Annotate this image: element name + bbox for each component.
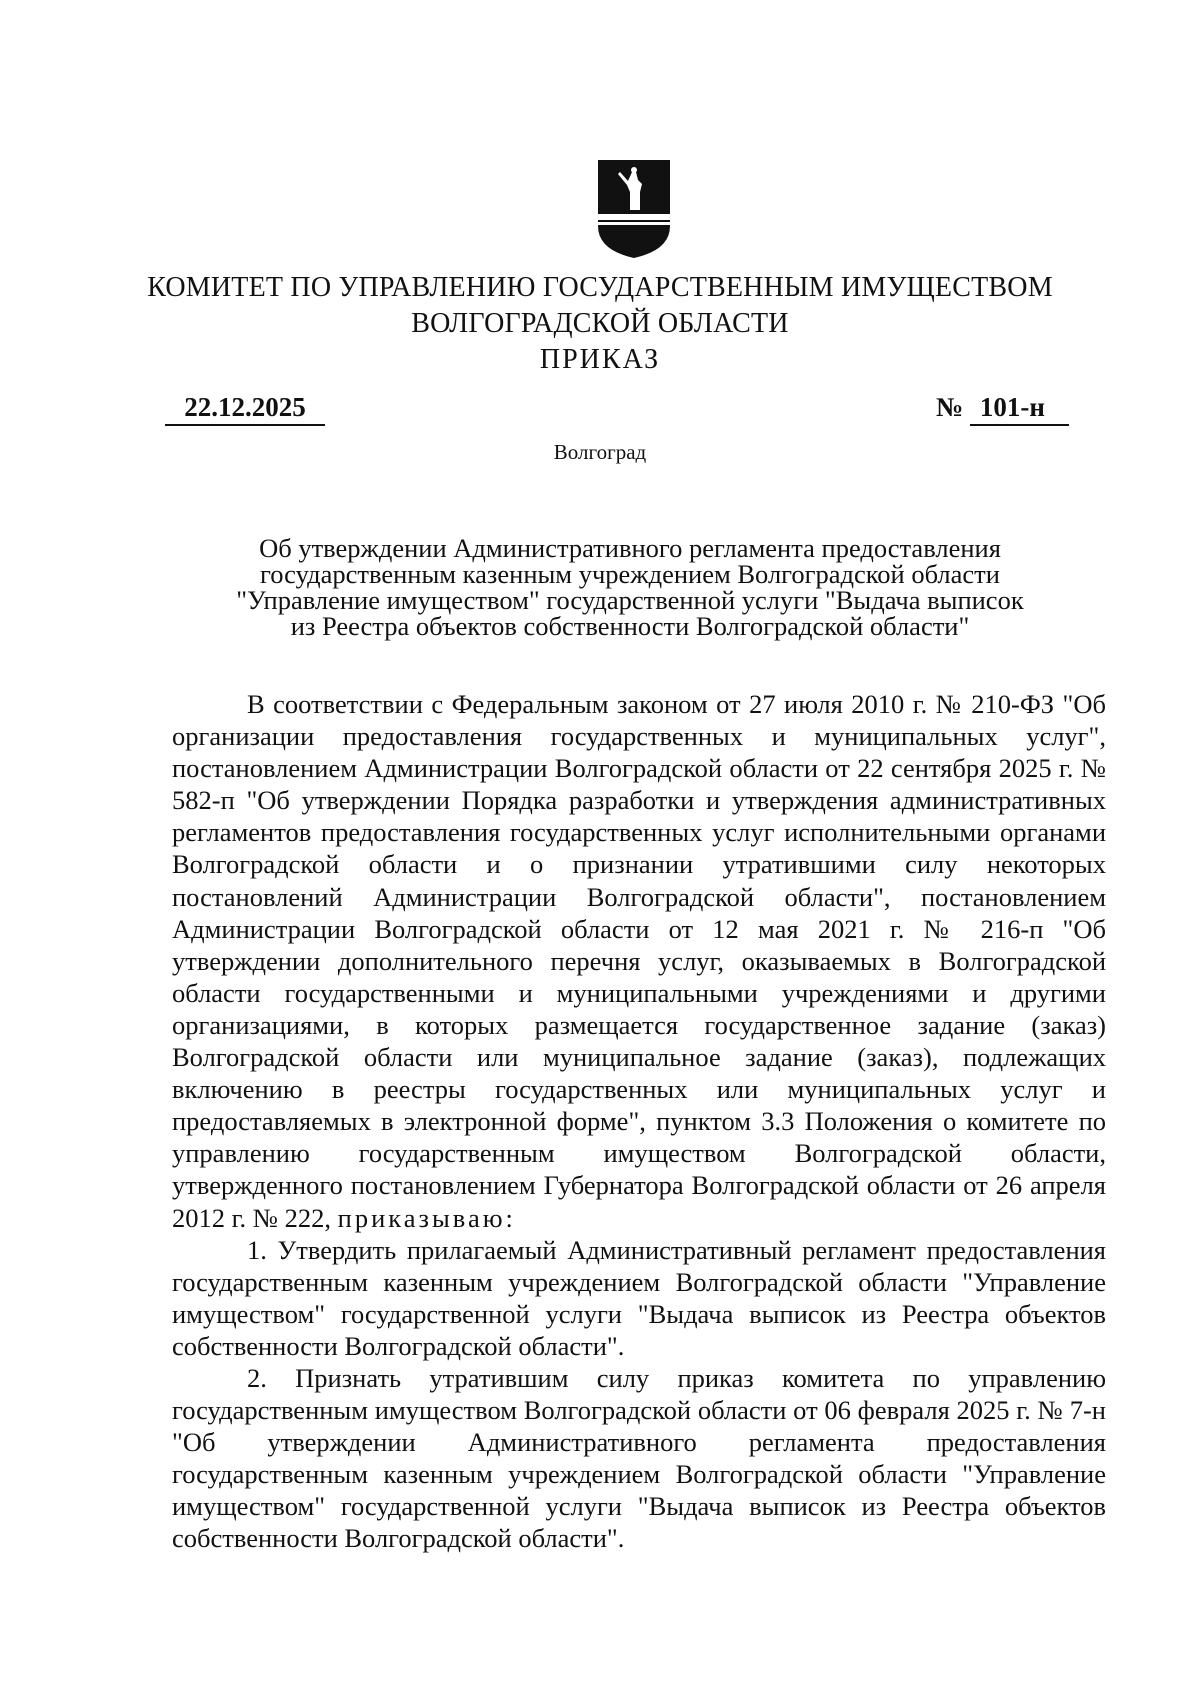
preamble-text: В соответствии с Федеральным законом от 27 июля 2010 г. № 210-ФЗ "Об организации предоставления государственных и муниципальных услуг", постановлением Администрации Волгоградской области от 22 сентября 2025 г. № 582-п "Об утверждении Порядка разработки и утверждения административных регламентов предоставления государственных услуг исполнительными органами Волгоградской области и о признании утратившими силу некоторых постановлений Администрации Волгоградской области", постановлением Администрации Волгоградской области от 12 мая 2021 г. № 216-п "Об утверждении дополнительного перечня услуг, оказываемых в Волгоградской области государственными и муниципальными учреждениями и другими организациями, в которых размещается государственное задание (заказ) Волгоградской области или муниципальное задание (заказ), подлежащих включению в реестры государственных или муниципальных услуг и предоставляемых в электронной форме", пунктом 3.3 Положения о комитете по управлению государственным имуществом Волгоградской области, утвержденного постановлением Губернатора Волгоградской области от 26 апреля 2012 г. № 222, [172, 689, 1106, 1233]
item-2: 2. Признать утратившим силу приказ комитета по управлению государственным имуществом Волгоградской области от 06 февраля 2025 г. № 7-н "Об утверждении Административного регламента предоставления государственным казенным учреждением Волгоградской области "Управление имуществом" государственной услуги "Выдача выписок из Реестра объектов собственности Волгоградской области". [172, 1362, 1106, 1554]
subject-line: государственным казенным учреждением Волгоградской области [260, 559, 1000, 589]
document-subject [200, 535, 1060, 639]
document-number-block [936, 390, 1069, 426]
number-sign: № [936, 392, 964, 422]
document-body [172, 688, 1106, 1555]
subject-line: Об утверждении Административного регламента предоставления [259, 533, 1001, 563]
city: Волгоград [553, 440, 647, 464]
committee-name-line1: КОМИТЕТ ПО УПРАВЛЕНИЮ ГОСУДАРСТВЕННЫМ ИМУЩЕСТВОМ [147, 272, 1053, 303]
preamble-paragraph [172, 688, 1106, 1234]
orders-word: приказываю: [337, 1202, 516, 1233]
document-number: 101-н [970, 390, 1069, 426]
item-1: 1. Утвердить прилагаемый Административный регламент предоставления государственным казенным учреждением Волгоградской области "Управление имуществом" государственной услуги "Выдача выписок из Реестра объектов собственности Волгоградской области". [172, 1234, 1106, 1361]
document-type: ПРИКАЗ [539, 344, 661, 375]
subject-line: "Управление имуществом" государственной услуги "Выдача выписок [236, 585, 1024, 615]
committee-name-line2: ВОЛГОГРАДСКОЙ ОБЛАСТИ [411, 308, 789, 339]
subject-line: из Реестра объектов собственности Волгоградской области" [290, 611, 970, 641]
coat-of-arms-emblem-icon [596, 158, 672, 260]
document-date: 22.12.2025 [165, 390, 325, 426]
document-header [120, 270, 1080, 378]
